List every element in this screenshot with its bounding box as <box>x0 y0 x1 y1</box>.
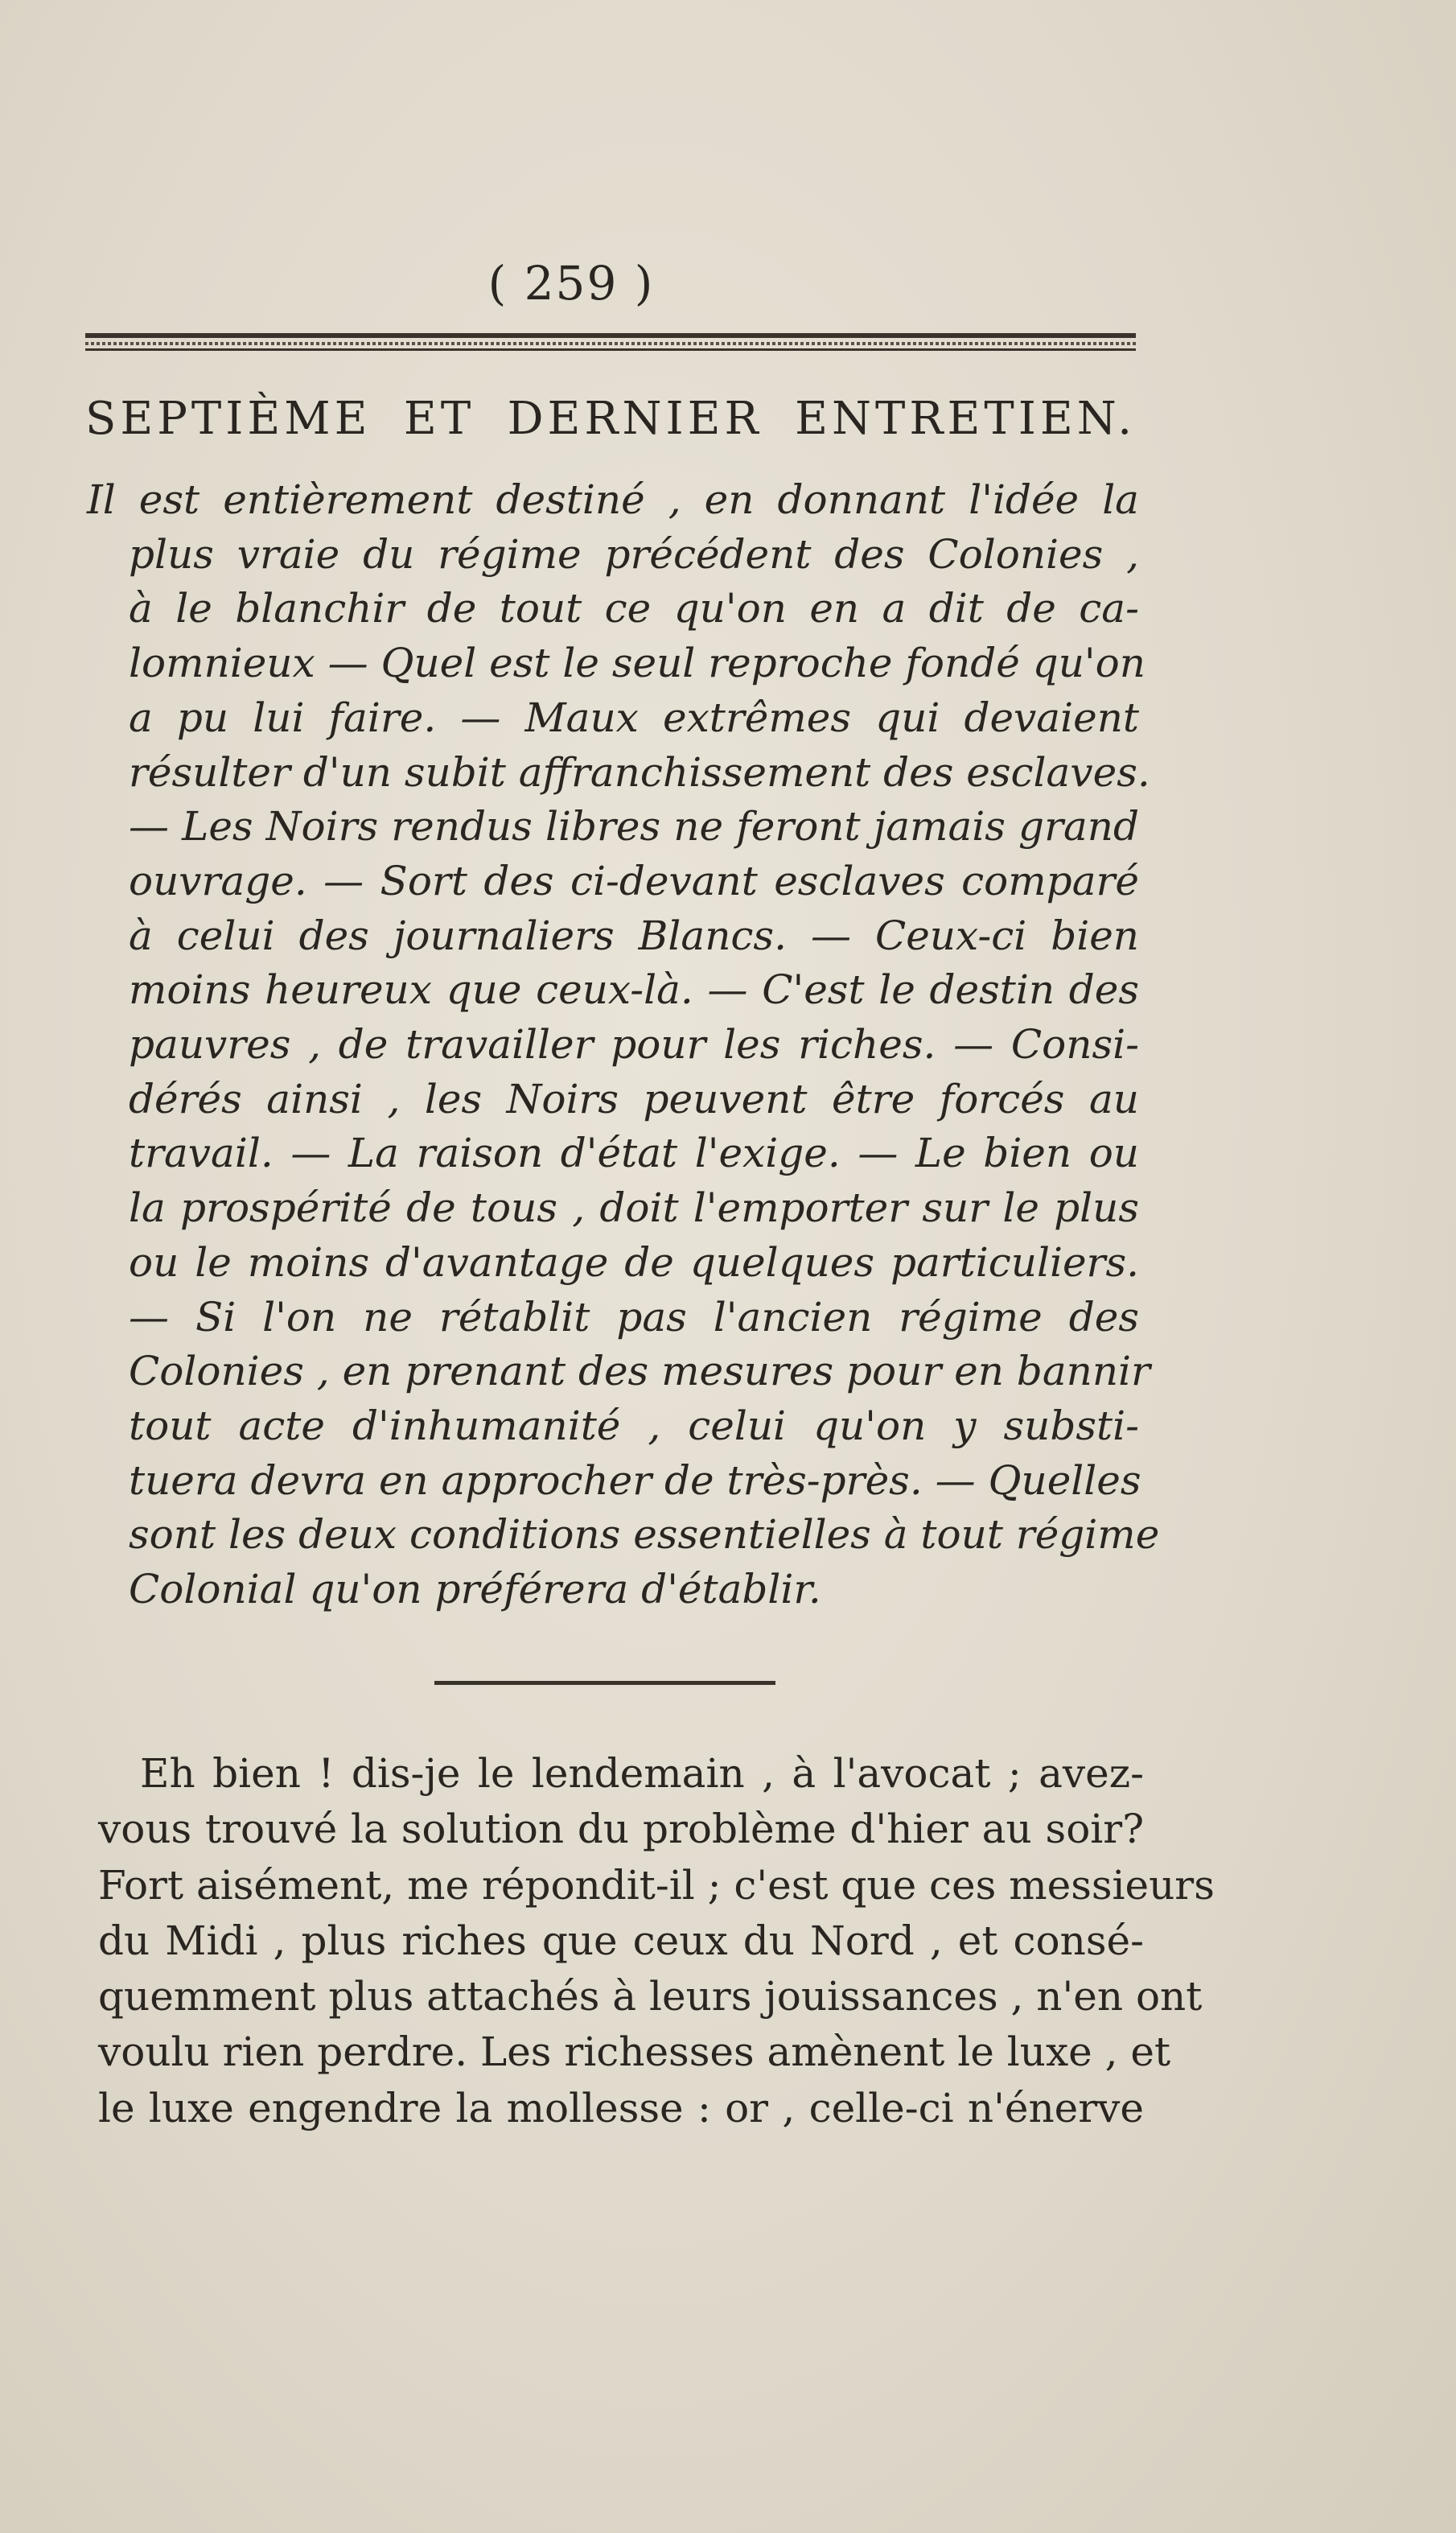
summary-line: moins heureux que ceux-là. — C'est le destin des <box>129 966 1139 1014</box>
summary-line: ouvrage. — Sort des ci-devant esclaves comparé <box>129 857 1139 904</box>
body-line: Fort aisément, me répondit-il ; c'est que ces messieurs <box>98 1861 1215 1909</box>
summary-line: tuera devra en approcher de très-près. — Quelles <box>129 1456 1141 1504</box>
summary-line: a pu lui faire. — Maux extrêmes qui devaient <box>129 694 1139 741</box>
summary-line: sont les deux conditions essentielles à tout régime <box>129 1511 1160 1559</box>
summary-line: la prospérité de tous , doit l'emporter sur le plus <box>129 1184 1139 1232</box>
summary-line: à le blanchir de tout ce qu'on en a dit de ca- <box>129 585 1139 632</box>
chapter-title: SEPTIÈME ET DERNIER ENTRETIEN. <box>85 393 1136 445</box>
summary-line: à celui des journaliers Blancs. — Ceux-ci bien <box>129 912 1139 959</box>
body-line: le luxe engendre la mollesse : or , celle-ci n'énerve <box>98 2084 1144 2131</box>
body-text <box>98 1746 1215 2136</box>
summary-line: résulter d'un subit affranchissement des esclaves. <box>129 748 1150 796</box>
summary-line: lomnieux — Quel est le seul reproche fondé qu'on <box>129 640 1145 687</box>
summary-line: dérés ainsi , les Noirs peuvent être forcés au <box>129 1075 1139 1122</box>
body-line: du Midi , plus riches que ceux du Nord , et consé- <box>98 1917 1144 1964</box>
summary-line: Colonies , en prenant des mesures pour en bannir <box>129 1348 1150 1395</box>
summary-line: — Si l'on ne rétablit pas l'ancien régime des <box>129 1293 1139 1341</box>
summary-line: ou le moins d'avantage de quelques particuliers. <box>129 1238 1139 1286</box>
summary-line: Il est entièrement destiné , en donnant l'idée la <box>87 476 1139 523</box>
body-line: voulu rien perdre. Les richesses amènent le luxe , et <box>98 2028 1171 2076</box>
chapter-summary <box>87 473 1160 1617</box>
summary-line: tout acte d'inhumanité , celui qu'on y substi- <box>129 1402 1139 1449</box>
summary-line: plus vraie du régime précédent des Colonies , <box>129 530 1139 578</box>
body-line: quemment plus attachés à leurs jouissances , n'en ont <box>98 1973 1203 2020</box>
summary-line: Colonial qu'on préférera d'établir. <box>129 1566 821 1613</box>
section-divider <box>434 1681 775 1685</box>
summary-line: travail. — La raison d'état l'exige. — Le bien ou <box>129 1130 1139 1177</box>
page-number: ( 259 ) <box>487 256 655 311</box>
body-line: vous trouvé la solution du problème d'hier au soir? <box>98 1806 1144 1853</box>
body-line: Eh bien ! dis-je le lendemain , à l'avocat ; avez- <box>140 1750 1144 1797</box>
summary-line: — Les Noirs rendus libres ne feront jamais grand <box>129 803 1139 851</box>
header-rule <box>85 333 1136 351</box>
summary-line: pauvres , de travailler pour les riches. — Consi- <box>129 1021 1139 1069</box>
